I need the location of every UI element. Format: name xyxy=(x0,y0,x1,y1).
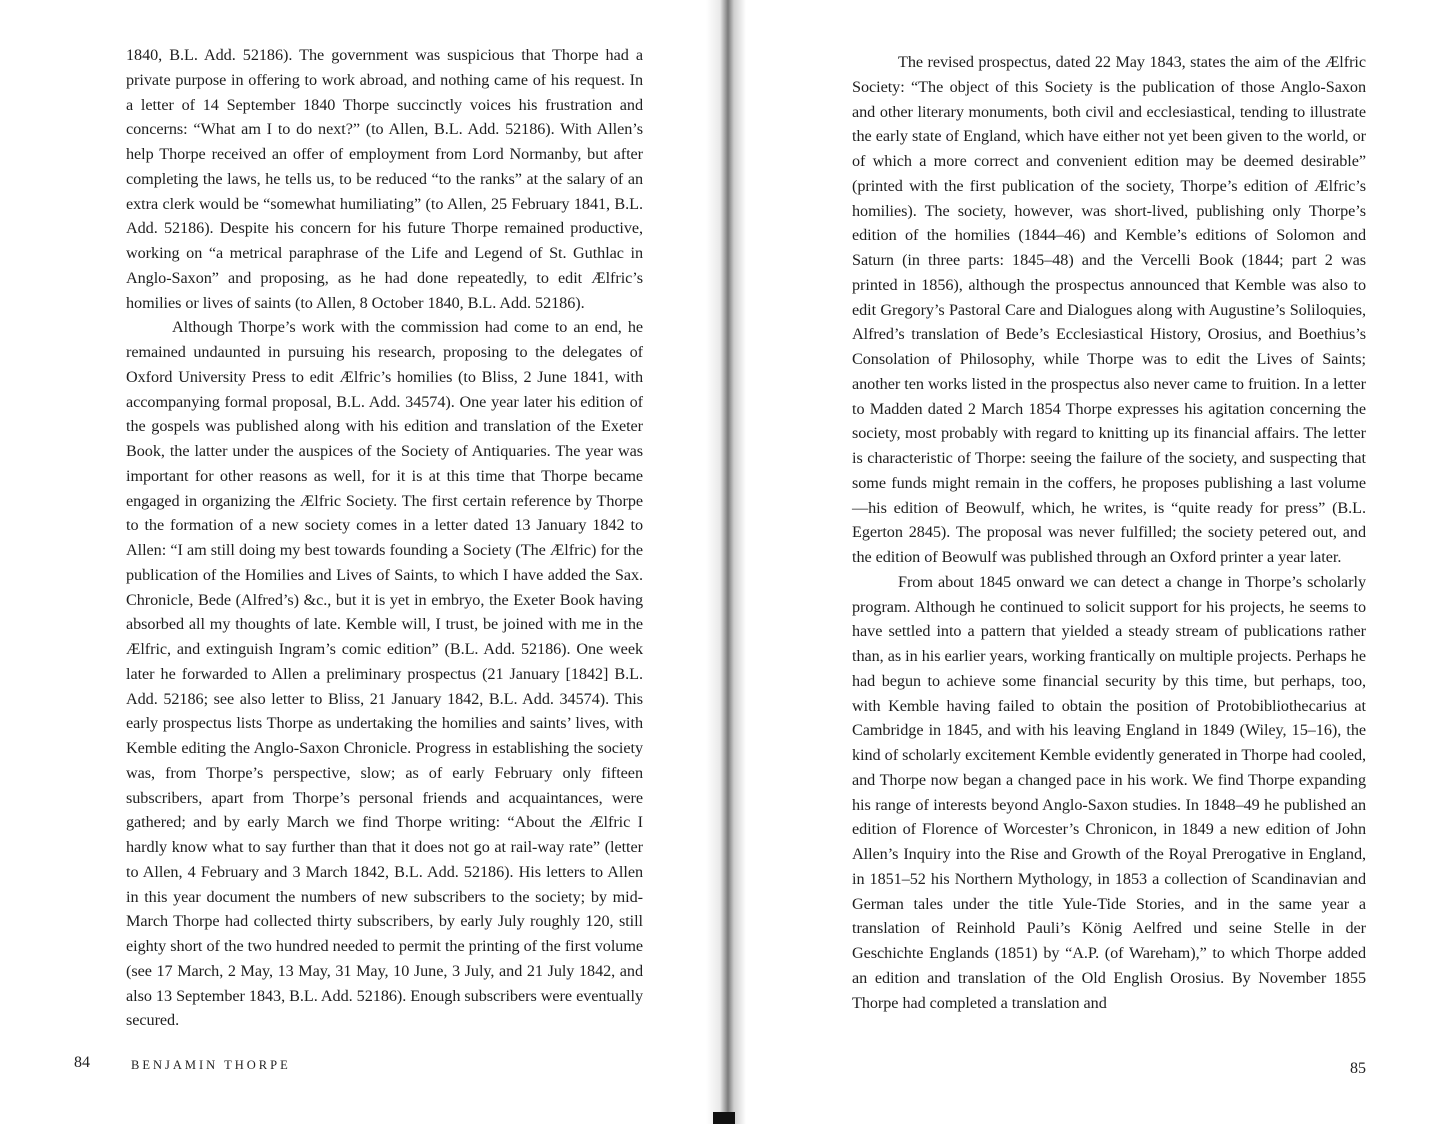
folio-left: 84 xyxy=(74,1054,90,1071)
book-gutter xyxy=(706,0,746,1124)
left-paragraph-2: Although Thorpe’s work with the commission had come to an end, he remained undaunted in pursuing his research, proposing to the delegates of Oxford University Press to edit Ælfric’s homilies (to Bliss, 2 June 1841, with accompanying formal proposal, B.L. Add. 34574). One year later his edition of the gospels was published along with his edition and translation of the Exeter Book, the latter under the auspices of the Society of Antiquaries. The year was important for other reasons as well, for it is at this time that Thorpe became engaged in organizing the Ælfric Society. The first certain reference by Thorpe to the formation of a new society comes in a letter dated 13 January 1842 to Allen: “I am still doing my best towards founding a Society (The Ælfric) for the publication of the Homilies and Lives of Saints, to which I have added the Sax. Chronicle, Bede (Alfred’s) &c., but it is yet in embryo, the Exeter Book having absorbed all my thoughts of late. Kemble will, I trust, be joined with me in the Ælfric, and extinguish Ingram’s comic edition” (B.L. Add. 52186). One week later he forwarded to Allen a preliminary prospectus (21 January [1842] B.L. Add. 52186; see also letter to Bliss, 21 January 1842, B.L. Add. 34574). This early prospectus lists Thorpe as undertaking the homilies and saints’ lives, with Kemble editing the Anglo-Saxon Chronicle. Progress in establishing the society was, from Thorpe’s perspective, slow; as of early February only fifteen subscribers, apart from Thorpe’s personal friends and acquaintances, were gathered; and by early March we find Thorpe writing: “About the Ælfric I hardly know what to say further than that it does not go at rail-way rate” (letter to Allen, 4 February and 3 March 1842, B.L. Add. 52186). His letters to Allen in this year document the numbers of new subscribers to the society; by mid-March Thorpe had collected thirty subscribers, by early July roughly 120, still eighty short of the two hundred needed to permit the printing of the first volume (see 17 March, 2 May, 13 May, 31 May, 10 June, 3 July, and 21 July 1842, and also 13 September 1843, B.L. Add. 52186). Enough subscribers were eventually secured. xyxy=(126,318,643,1030)
right-page-body xyxy=(852,50,1366,1015)
gutter-shadow xyxy=(713,1112,735,1124)
folio-right: 85 xyxy=(1350,1060,1366,1077)
right-paragraph-2: From about 1845 onward we can detect a change in Thorpe’s scholarly program. Although he continued to solicit support for his projects, he seems to have settled into a pattern that yielded a steady stream of publications rather than, as in his earlier years, working frantically on multiple projects. Perhaps he had begun to achieve some financial security by this time, but perhaps, too, with Kemble having failed to obtain the position of Protobibliothecarius at Cambridge in 1845, and with his leaving England in 1849 (Wiley, 15–16), the kind of scholarly excitement Kemble evidently generated in Thorpe had cooled, and Thorpe now began a changed pace in his work. We find Thorpe expanding his range of interests beyond Anglo-Saxon studies. In 1848–49 he published an edition of Florence of Worcester’s Chronicon, in 1849 a new edition of John Allen’s Inquiry into the Rise and Growth of the Royal Prerogative in England, in 1851–52 his Northern Mythology, in 1853 a collection of Scandinavian and German tales under the title Yule-Tide Stories, and in the same year a translation of Reinhold Pauli’s König Aelfred und seine Stelle in der Geschichte Englands (1851) by “A.P. (of Wareham),” to which Thorpe added an edition and translation of the Old English Orosius. By November 1855 Thorpe had completed a translation and xyxy=(852,572,1366,1012)
right-paragraph-1: The revised prospectus, dated 22 May 1843, states the aim of the Ælfric Society: “The object of this Society is the publication of those Anglo-Saxon and other literary monuments, both civil and ecclesiastical, tending to illustrate the early state of England, which have either not yet been given to the world, or of which a more correct and convenient edition may be deemed desirable” (printed with the first publication of the society, Thorpe’s edition of Ælfric’s homilies). The society, however, was short-lived, publishing only Thorpe’s edition of the homilies (1844–46) and Kemble’s editions of Solomon and Saturn (in three parts: 1845–48) and the Vercelli Book (1844; part 2 was printed in 1856), although the prospectus announced that Kemble was also to edit Gregory’s Pastoral Care and Dialogues along with Augustine’s Soliloquies, Alfred’s translation of Bede’s Ecclesiastical History, Orosius, and Boethius’s Consolation of Philosophy, while Thorpe was to edit the Lives of Saints; another ten works listed in the prospectus also never came to fruition. In a letter to Madden dated 2 March 1854 Thorpe expresses his agitation concerning the society, most probably with regard to knitting up its financial affairs. The letter is characteristic of Thorpe: seeing the failure of the society, and suspecting that some funds might remain in the coffers, he proposes publishing a last volume—his edition of Beowulf, which, he writes, is “quite ready for press” (B.L. Egerton 2845). The proposal was never fulfilled; the society petered out, and the edition of Beowulf was published through an Oxford printer a year later. xyxy=(852,53,1366,566)
running-head: BENJAMIN THORPE xyxy=(131,1058,291,1072)
left-paragraph-1: 1840, B.L. Add. 52186). The government was suspicious that Thorpe had a private purpose in offering to work abroad, and nothing came of his request. In a letter of 14 September 1840 Thorpe succinctly voices his frustration and concerns: “What am I to do next?” (to Allen, B.L. Add. 52186). With Allen’s help Thorpe received an offer of employment from Lord Normanby, but after completing the laws, he tells us, to be reduced “to the ranks” at the salary of an extra clerk would be “somewhat humiliating” (to Allen, 25 February 1841, B.L. Add. 52186). Despite his concern for his future Thorpe remained productive, working on “a metrical paraphrase of the Life and Legend of St. Guthlac in Anglo-Saxon” and proposing, as he had done repeatedly, to edit Ælfric’s homilies or lives of saints (to Allen, 8 October 1840, B.L. Add. 52186). xyxy=(126,46,643,312)
left-page-body xyxy=(126,43,643,1033)
